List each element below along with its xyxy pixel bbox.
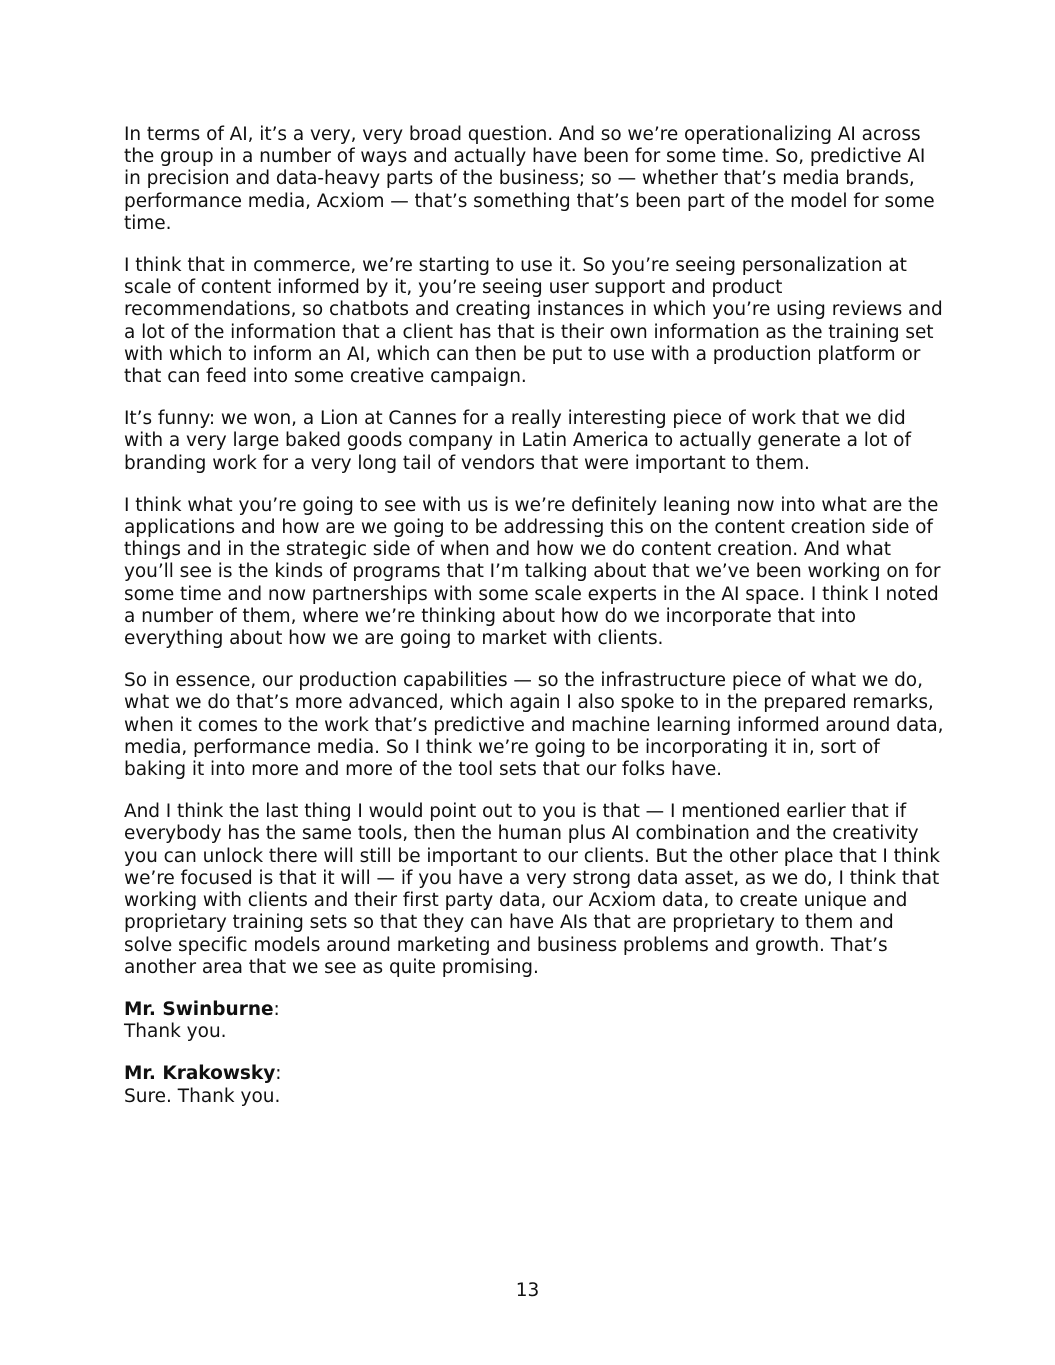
exchange-swinburne <box>124 999 944 1043</box>
paragraph-applications: I think what you’re going to see with us is we’re definitely leaning now into what are the applications and how are we going to be addressing this on the content creation side of things and in the strategic side of when and how we do content creation. And what you’ll see is the kinds of programs that I’m talking about that we’ve been working on for some time and now partnerships with some scale experts in the AI space. I think I noted a number of them, where we’re thinking about how do we incorporate that into everything about how we are going to market with clients. <box>124 494 941 650</box>
speaker-name: Mr. Krakowsky <box>124 1063 276 1085</box>
paragraph-commerce: I think that in commerce, we’re starting to use it. So you’re seeing personalization at scale of content informed by it, you’re seeing user support and product recommendations, so chatbots and creating instances in which you’re using reviews and a lot of the information that a client has that is their own information as the training set with which to inform an AI, which can then be put to use with a production platform or that can feed into some creative campaign. <box>124 255 943 388</box>
paragraph-data-asset: And I think the last thing I would point out to you is that — I mentioned earlier that if everybody has the same tools, then the human plus AI combination and the creativity you can unlock there will still be important to our clients. But the other place that I think we’re focused is that it will — if you have a very strong data asset, as we do, I think that working with clients and their first party data, our Acxiom data, to create unique and proprietary training sets so that they can have AIs that are proprietary to them and solve specific models around marketing and business problems and growth. That’s another area that we see as quite promising. <box>124 801 940 978</box>
speaker-remark: Thank you. <box>124 1021 227 1043</box>
speaker-colon: : <box>273 998 280 1020</box>
paragraph-ai-broad-question: In terms of AI, it’s a very, very broad question. And so we’re operationalizing AI across the group in a number of ways and actually have been for some time. So, predictive AI in precision and data-heavy parts of the business; so — whether that’s media brands, performance media, Acxiom — that’s something that’s been part of the model for some time. <box>124 124 935 234</box>
speaker-colon: : <box>275 1063 282 1085</box>
speaker-remark: Sure. Thank you. <box>124 1085 281 1107</box>
page-number: 13 <box>515 1280 540 1301</box>
speaker-line <box>124 999 944 1021</box>
paragraph-lion-at-cannes: It’s funny: we won, a Lion at Cannes for a really interesting piece of work that we did with a very large baked goods company in Latin America to actually generate a lot of branding work for a very long tail of vendors that were important to them. <box>124 408 911 474</box>
speaker-name: Mr. Swinburne <box>124 998 274 1020</box>
exchange-krakowsky <box>124 1063 944 1107</box>
speaker-line <box>124 1063 944 1085</box>
paragraph-production-capabilities: So in essence, our production capabilities — so the infrastructure piece of what we do, what we do that’s more advanced, which again I also spoke to in the prepared remarks, when it comes to the work that’s predictive and machine learning informed around data, media, performance media. So I think we’re going to be incorporating it in, sort of baking it into more and more of the tool sets that our folks have. <box>124 670 944 781</box>
transcript-page <box>124 124 944 1128</box>
